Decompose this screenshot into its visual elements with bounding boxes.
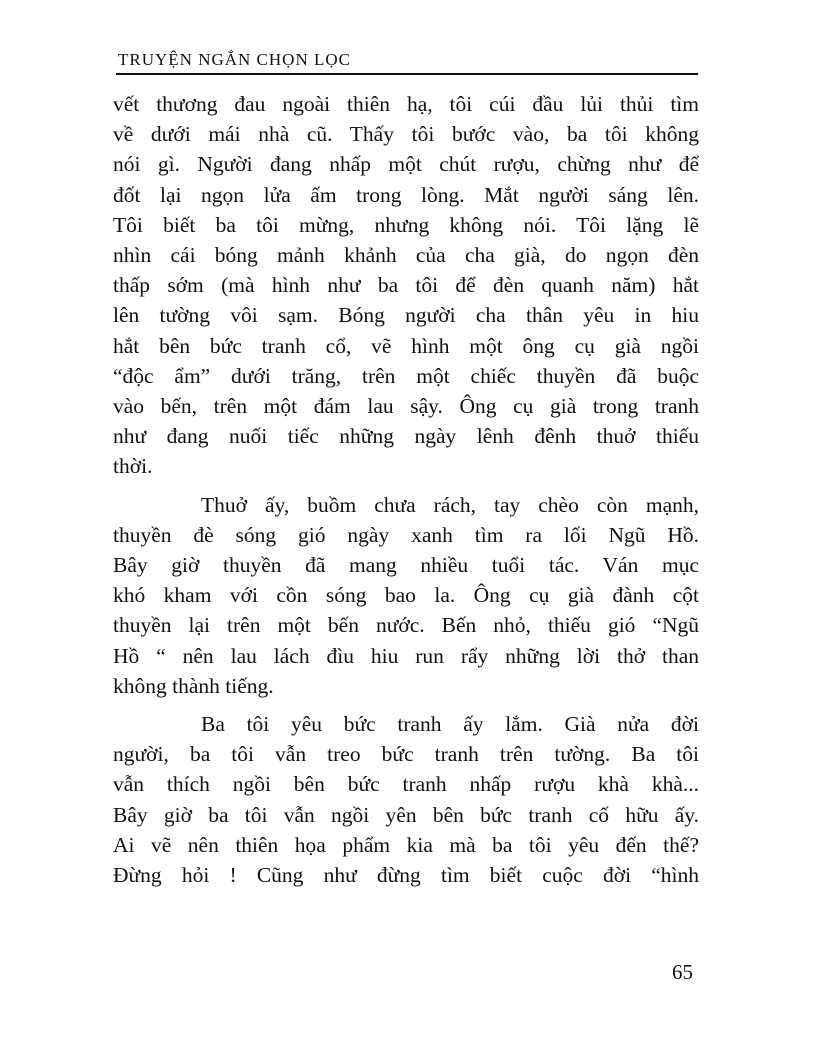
text-line: Bây giờ thuyền đã mang nhiều tuổi tác. Ván mục: [113, 553, 699, 578]
text-line: “độc ẩm” dưới trăng, trên một chiếc thuyền đã buộc: [113, 363, 699, 388]
text-line: người, ba tôi vẫn treo bức tranh trên tường. Ba tôi: [113, 742, 699, 767]
text-line: Tôi biết ba tôi mừng, nhưng không nói. Tôi lặng lẽ: [113, 212, 699, 237]
text-line: lên tường vôi sạm. Bóng người cha thân yêu in hiu: [113, 303, 699, 328]
text-line: về dưới mái nhà cũ. Thấy tôi bước vào, ba tôi không: [113, 122, 699, 147]
body-text: [113, 89, 699, 898]
page-number: 65: [672, 960, 693, 984]
text-line: hắt bên bức tranh cổ, vẽ hình một ông cụ già ngồi: [113, 333, 699, 358]
text-line: Ai vẽ nên thiên họa phẩm kia mà ba tôi yêu đến thế?: [113, 832, 699, 857]
paragraph-3: [113, 709, 699, 890]
text-line: khó kham với cồn sóng bao la. Ông cụ già đành cột: [113, 583, 699, 608]
text-line: như đang nuối tiếc những ngày lênh đênh thuở thiếu: [113, 424, 699, 449]
text-line: thuyền đè sóng gió ngày xanh tìm ra lối Ngũ Hồ.: [113, 522, 699, 547]
text-line: Đừng hỏi ! Cũng như đừng tìm biết cuộc đời “hình: [113, 863, 699, 888]
text-line: Hồ “ nên lau lách đìu hiu run rẩy những lời thở than: [113, 643, 699, 668]
text-line: vết thương đau ngoài thiên hạ, tôi cúi đầu lủi thủi tìm: [113, 92, 699, 116]
text-line: nói gì. Người đang nhấp một chút rượu, chừng như để: [113, 152, 699, 177]
text-line: thời.: [113, 454, 153, 479]
text-line: Thuở ấy, buồm chưa rách, tay chèo còn mạnh,: [201, 492, 699, 517]
running-head: TRUYỆN NGẮN CHỌN LỌC: [118, 50, 351, 69]
text-line: đốt lại ngọn lửa ấm trong lòng. Mắt người sáng lên.: [113, 182, 699, 207]
text-line: vẫn thích ngồi bên bức tranh nhấp rượu khà khà...: [113, 772, 699, 797]
text-line: Ba tôi yêu bức tranh ấy lắm. Già nửa đời: [201, 712, 699, 737]
text-line: không thành tiếng.: [113, 673, 274, 698]
paragraph-2: [113, 490, 699, 701]
text-line: thuyền lại trên một bến nước. Bến nhỏ, thiếu gió “Ngũ: [113, 613, 699, 638]
text-line: vào bến, trên một đám lau sậy. Ông cụ già trong tranh: [113, 394, 699, 419]
text-line: nhìn cái bóng mảnh khảnh của cha già, do ngọn đèn: [113, 243, 699, 268]
text-line: thấp sớm (mà hình như ba tôi để đèn quanh năm) hắt: [113, 273, 699, 298]
paragraph-1: [113, 89, 699, 482]
text-line: Bây giờ ba tôi vẫn ngồi yên bên bức tranh cố hữu ấy.: [113, 802, 699, 827]
header-rule: [116, 73, 698, 75]
